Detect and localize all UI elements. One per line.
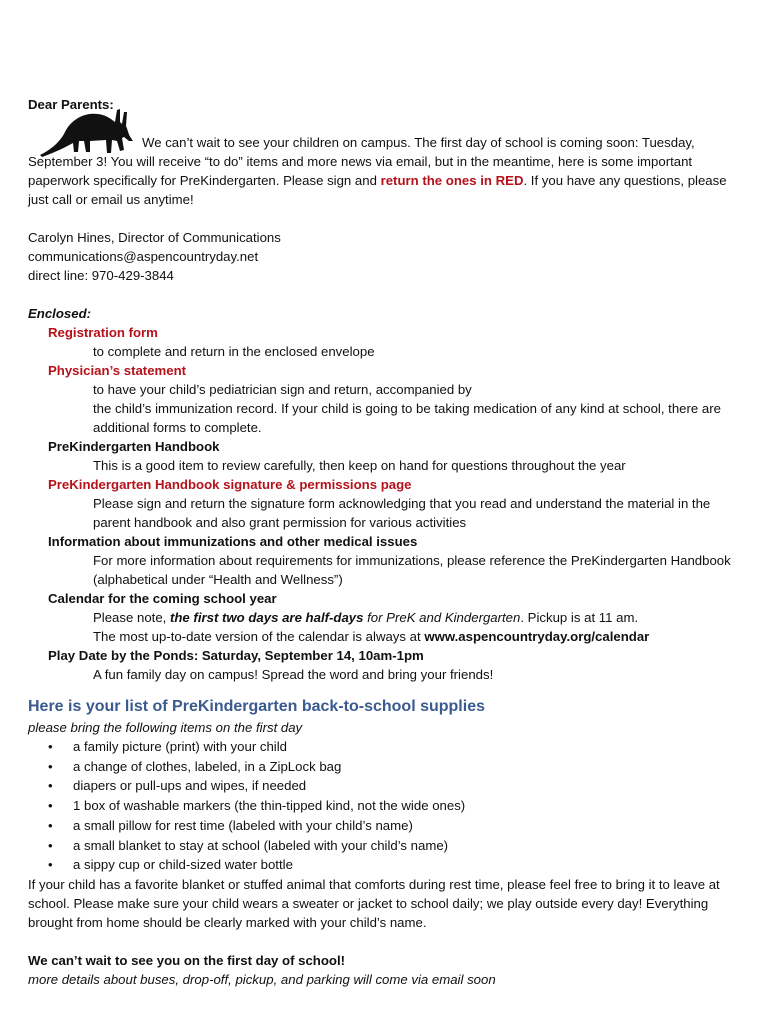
enclosed-item-physician: [48, 361, 743, 437]
list-item-text: 1 box of washable markers (the thin-tipped kind, not the wide ones): [73, 798, 466, 814]
bullet-icon: •: [48, 798, 53, 814]
list-item: [28, 737, 743, 757]
enclosed-item-title: PreKindergarten Handbook signature & permissions page: [48, 477, 412, 492]
list-item-text: a sippy cup or child-sized water bottle: [73, 857, 293, 873]
enclosed-item-title: Calendar for the coming school year: [48, 591, 277, 606]
enclosed-item-desc: [93, 627, 743, 646]
enclosed-item-desc: the child’s immunization record. If your child is going to be taking medication of any kind at school, there are additional forms to complete.: [93, 401, 721, 435]
enclosed-heading: Enclosed:: [28, 306, 92, 321]
calendar-link[interactable]: www.aspencountryday.org/calendar: [424, 629, 650, 644]
list-item-text: a small pillow for rest time (labeled with your child’s name): [73, 817, 413, 833]
list-item-text: diapers or pull-ups and wipes, if needed: [73, 778, 307, 794]
bullet-icon: •: [48, 817, 53, 833]
enclosed-item-registration: [48, 323, 743, 361]
signature-phone: direct line: 970-429-3844: [28, 268, 174, 283]
list-item-text: a small blanket to stay at school (labeled with your child’s name): [73, 837, 449, 853]
signature-block: [28, 228, 743, 285]
enclosed-item-play-date: [48, 646, 743, 684]
closing-line: We can’t wait to see you on the first day of school!: [28, 952, 346, 968]
greeting: Dear Parents:: [28, 97, 114, 112]
prek-text: for PreK and Kindergarten: [363, 610, 521, 625]
list-item: [28, 855, 743, 875]
enclosed-item-title: Play Date by the Ponds: Saturday, September 14, 10am-1pm: [48, 648, 424, 663]
enclosed-item-title: Information about immunizations and other medical issues: [48, 534, 418, 549]
bullet-icon: •: [48, 758, 53, 774]
letter-body: [28, 95, 743, 989]
return-red-text: return the ones in RED: [380, 173, 524, 188]
enclosed-item-desc: [93, 608, 743, 627]
enclosed-list: [28, 304, 743, 684]
intro-text-end: . If you have any questions, please just call or email us anytime!: [28, 173, 727, 207]
enclosed-item-desc: to complete and return in the enclosed envelope: [93, 344, 375, 359]
enclosed-item-desc: A fun family day on campus! Spread the word and bring your friends!: [93, 667, 494, 682]
half-days-text: the first two days are half-days: [169, 610, 364, 625]
list-item: [28, 757, 743, 777]
supplies-subheading: please bring the following items on the first day: [28, 720, 303, 735]
enclosed-item-desc: This is a good item to review carefully, then keep on hand for questions throughout the year: [93, 458, 626, 473]
supplies-list: [28, 737, 743, 875]
pickup-text: . Pickup is at 11 am.: [520, 610, 639, 625]
list-item-text: a family picture (print) with your child: [73, 739, 288, 754]
enclosed-item-title: Registration form: [48, 325, 158, 340]
supplies-heading: Here is your list of PreKindergarten back-to-school supplies: [28, 698, 485, 715]
enclosed-item-desc: For more information about requirements for immunizations, please reference the PreKindergarten Handbook (alphabetical under “Health and Wellness”): [93, 553, 731, 587]
intro-text: We can’t wait to see your children on campus. The first day of school is coming soon: Tuesday, September 3! You will receive “to do” items and more news via email, but in the meantime, here is some important paperwork specifically for PreKindergarten. Please sign and: [28, 135, 695, 188]
bullet-icon: •: [48, 778, 53, 794]
bullet-icon: •: [48, 837, 53, 853]
bullet-icon: •: [48, 739, 53, 754]
closing-note: more details about buses, drop-off, pickup, and parking will come via email soon: [28, 971, 496, 987]
enclosed-item-title: Physician’s statement: [48, 363, 187, 378]
calendar-url-lead: The most up-to-date version of the calendar is always at: [93, 629, 425, 644]
enclosed-item-immunizations: [48, 532, 743, 589]
enclosed-item-signature-page: [48, 475, 743, 532]
bullet-icon: •: [48, 857, 53, 873]
enclosed-item-desc: Please sign and return the signature form acknowledging that you read and understand the material in the parent handbook and also grant permission for various activities: [93, 496, 711, 530]
enclosed-item-handbook: [48, 437, 743, 475]
list-item: [28, 796, 743, 816]
list-item: [28, 816, 743, 836]
enclosed-item-calendar: [48, 589, 743, 646]
enclosed-item-title: PreKindergarten Handbook: [48, 439, 220, 454]
list-item-text: a change of clothes, labeled, in a ZipLock bag: [73, 758, 342, 774]
list-item: [28, 776, 743, 796]
list-item: [28, 836, 743, 856]
calendar-note-text: Please note,: [93, 610, 170, 625]
enclosed-item-desc: to have your child’s pediatrician sign and return, accompanied by: [93, 382, 472, 397]
signature-email[interactable]: communications@aspencountryday.net: [28, 249, 259, 264]
supplies-note: If your child has a favorite blanket or stuffed animal that comforts during rest time, please feel free to bring it to leave at school. Please make sure your child wears a sweater or jacket to school daily; we play outside every day! Everything brought from home should be clearly marked with your child’s name.: [28, 876, 720, 930]
intro-paragraph: [28, 133, 743, 209]
signature-name: Carolyn Hines, Director of Communications: [28, 230, 281, 245]
